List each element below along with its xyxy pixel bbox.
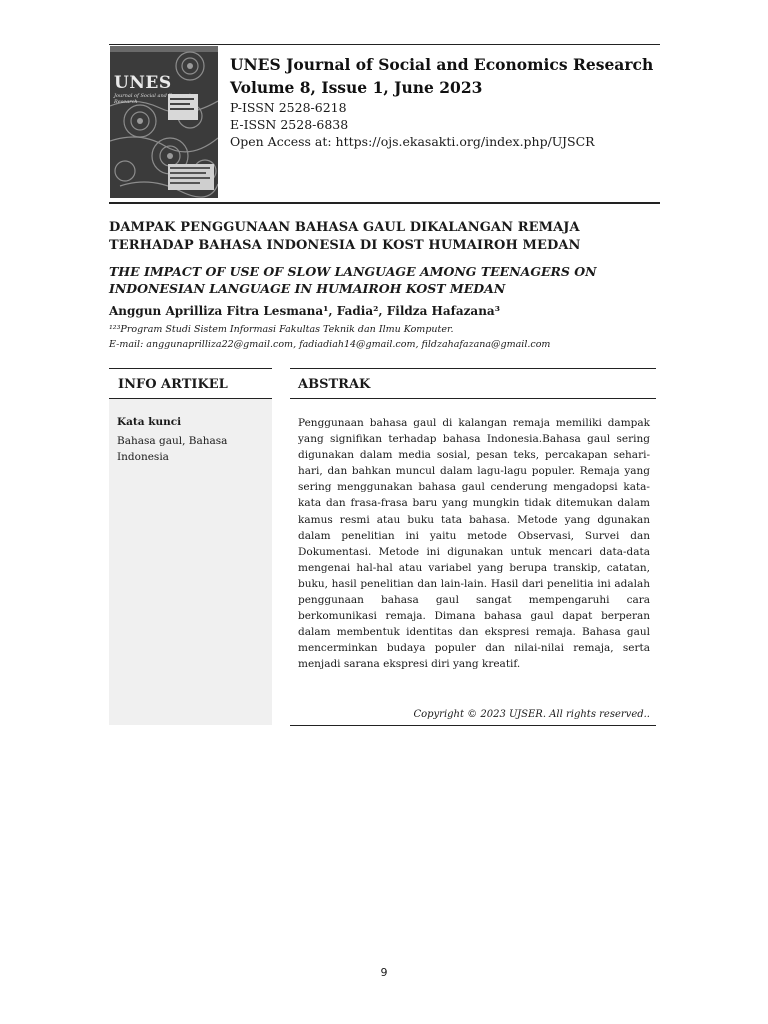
title-en-line-1: THE IMPACT OF USE OF SLOW LANGUAGE AMONG TEENAGERS ON [109, 264, 597, 279]
keyword-label: Kata kunci [117, 416, 182, 428]
abstract-text: Penggunaan bahasa gaul di kalangan remaja memiliki dampak yang signifikan terhadap bahasa Indonesia.Bahasa gaul sering digunakan dalam media sosial, pesan teks, percakapan sehari-hari, dan bahkan muncul dalam lagu-lagu populer. Remaja yang sering menggunakan bahasa gaul cenderung mengadopsi kata-kata dan frasa-frasa baru yang mungkin tidak ditemukan dalam kamus resmi atau buku tata bahasa. Metode yang dgunakan dalam penelitian ini yaitu metode Observasi, Survei dan Dokumentasi. Metode ini digunakan untuk mencari data-data mengenai hal-hal atau variabel yang berupa transkip, catatan, buku, hasil penelitian dan lain-lain. Hasil dari penelitia ini adalah penggunaan bahasa gaul sangat mempengaruhi cara berkomunikasi remaja. Dimana bahasa gaul dapat berperan dalam membentuk identitas dan ekspresi remaja. Bahasa gaul mencerminkan budaya populer dan nilai-nilai remaja, serta menjadi sarana ekspresi diri yang kreatif. [298, 417, 650, 671]
abstract-heading: ABSTRAK [298, 377, 371, 392]
journal-volume: Volume 8, Issue 1, June 2023 [230, 78, 483, 97]
journal-pissn: P-ISSN 2528-6218 [230, 100, 347, 115]
keywords: Bahasa gaul, Bahasa Indonesia [117, 435, 228, 463]
author-emails[interactable]: E-mail: anggunaprilliza22@gmail.com, fadiadiah14@gmail.com, fildzahafazana@gmail.com [109, 339, 551, 350]
article-authors: Anggun Aprilliza Fitra Lesmana¹, Fadia², Fildza Hafazana³ [109, 304, 500, 318]
journal-cover-image [110, 46, 218, 198]
cover-logo: UNES [114, 73, 172, 93]
header-top-rule [109, 44, 660, 45]
journal-eissn: E-ISSN 2528-6838 [230, 117, 349, 132]
page-number: 9 [380, 966, 388, 979]
article-title-indonesian [109, 219, 659, 255]
title-id-line-2: TERHADAP BAHASA INDONESIA DI KOST HUMAIROH MEDAN [109, 238, 581, 253]
info-heading: INFO ARTIKEL [118, 377, 228, 392]
author-affiliation-block [109, 322, 669, 352]
title-en-line-2: INDONESIAN LANGUAGE IN HUMAIROH KOST MEDAN [109, 281, 506, 296]
header-bottom-rule [109, 202, 660, 204]
journal-access-link[interactable]: Open Access at: https://ojs.ekasakti.org/index.php/UJSCR [230, 134, 595, 149]
info-top-rule [109, 368, 272, 369]
journal-header [230, 53, 653, 150]
cover-pattern [110, 46, 218, 198]
journal-title: UNES Journal of Social and Economics Research [230, 55, 654, 74]
abstract-heading-rule [290, 398, 656, 399]
abstract-bottom-rule [290, 725, 656, 726]
cover-subtitle: Journal of Social and Economics Research [114, 93, 196, 105]
abstract-top-rule [290, 368, 656, 369]
copyright-notice: Copyright © 2023 UJSER. All rights reserved.. [413, 709, 650, 720]
author-affiliation: ¹²³Program Studi Sistem Informasi Fakultas Teknik dan Ilmu Komputer. [109, 324, 454, 335]
title-id-line-1: DAMPAK PENGGUNAAN BAHASA GAUL DIKALANGAN REMAJA [109, 220, 580, 235]
article-title-english [109, 263, 659, 297]
